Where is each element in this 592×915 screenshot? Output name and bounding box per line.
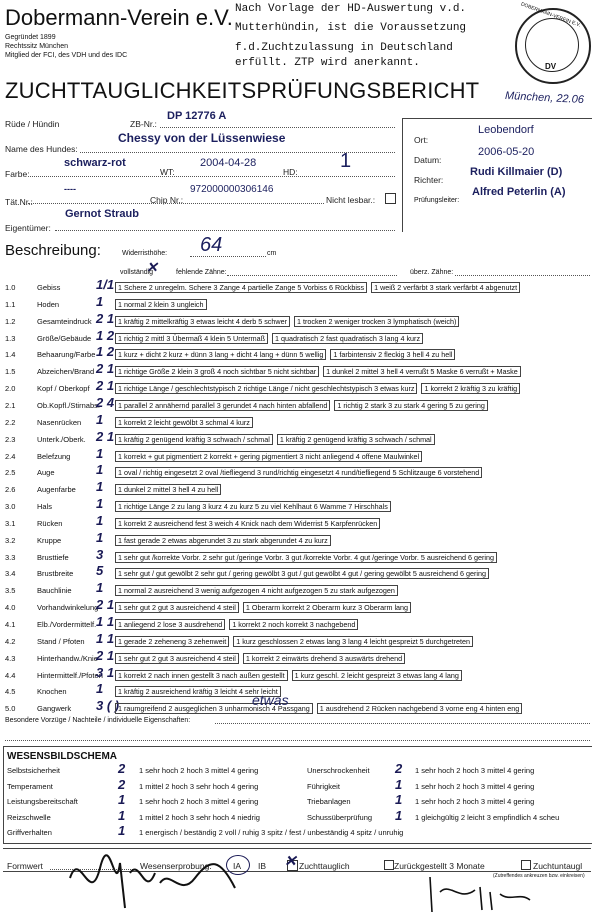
club-stamp xyxy=(515,1,591,84)
ia-option[interactable]: IA xyxy=(233,861,242,871)
trait-options: 1 sehr hoch 2 hoch 3 mittel 4 gering xyxy=(139,797,259,806)
zb-label: ZB-Nr.: xyxy=(130,119,157,129)
trait-options: 1 sehr hoch 2 hoch 3 mittel 4 gering xyxy=(139,766,259,775)
examiner-label: Prüfungsleiter: xyxy=(414,197,460,204)
row-label: Hinterhandw./Knie xyxy=(37,654,98,663)
row-label: Hintermittelf./Pfoten xyxy=(37,671,103,680)
row-options-secondary: 1 korrekt 2 noch korrekt 3 nachgebend xyxy=(229,619,358,630)
row-options-primary: 1 richtige Länge 2 zu lang 3 kurz 4 zu kurz 5 zu viel Kehlhaut 6 Wamme 7 Hirschhals xyxy=(115,501,391,512)
temperament-heading: WESENSBILDSCHEMA xyxy=(7,751,118,762)
founded: Gegründet 1899 xyxy=(5,34,56,41)
row-number: 3.4 xyxy=(5,569,16,578)
row-options-primary: 1 korrekt + gut pigmentiert 2 korrekt + gering pigmentiert 3 nicht anliegend 4 offene Maulwinkel xyxy=(115,451,422,462)
row-options-primary: 1 fast gerade 2 etwas abgerundet 3 zu stark abgerundet 4 zu kurz xyxy=(115,535,331,546)
row-mark: 1/1 xyxy=(96,277,115,292)
trait-options: 1 mittel 2 hoch 3 sehr hoch 4 niedrig xyxy=(139,812,260,822)
row-mark: 1 xyxy=(96,412,104,427)
row-mark: 5 xyxy=(96,563,104,578)
row-options-primary: 1 kurz + dicht 2 kurz + dünn 3 lang + dicht 4 lang + dünn 5 wellig xyxy=(115,349,326,360)
row-options-primary: 1 korrekt 2 nach innen gestellt 3 nach außen gestellt xyxy=(115,670,288,681)
owner-line xyxy=(55,230,395,231)
form-label: Formwert xyxy=(7,861,43,871)
row-mark: 1 2 xyxy=(96,344,115,359)
row-label: Gesamteindruck xyxy=(37,317,92,326)
suitable-label: Zuchttauglich xyxy=(299,861,350,871)
row-options-primary: 1 korrekt 2 ausreichend fest 3 weich 4 Knick nach dem Widerrist 5 Karpfenrücken xyxy=(115,518,380,529)
row-options-primary: 1 Schere 2 unregelm. Schere 3 Zange 4 partielle Zange 5 Vorbiss 6 Rückbiss xyxy=(115,282,367,293)
row-options-primary: 1 kräftig 2 ausreichend kräftig 3 leicht 4 sehr leicht xyxy=(115,686,281,697)
row-options-secondary: 1 korrekt 2 einwärts drehend 3 auswärts drehend xyxy=(243,653,405,664)
row-mark: 1 xyxy=(96,462,104,477)
trait-label: Selbstsicherheit xyxy=(7,766,60,775)
row-options-primary: 1 richtige Länge / geschlechtstypisch 2 richtige Länge / nicht geschlechtstypisch 3 etwas kurz xyxy=(115,383,417,394)
trait-options: 1 sehr hoch 2 hoch 3 mittel 4 gering xyxy=(415,797,535,806)
row-label: Abzeichen/Brand xyxy=(37,367,95,376)
row-number: 2.4 xyxy=(5,452,16,461)
trait-label: Temperament xyxy=(7,781,53,791)
tat-label: Tät.Nr.: xyxy=(5,197,33,207)
test-label: Wesenserprobung: xyxy=(140,861,212,871)
row-number: 4.5 xyxy=(5,687,16,696)
row-label: Nasenrücken xyxy=(37,418,82,427)
row-number: 2.2 xyxy=(5,418,16,427)
row-label: Größe/Gebäude xyxy=(37,334,92,343)
special-line-1 xyxy=(215,723,590,724)
row-label: Kopf / Oberkopf xyxy=(37,384,90,393)
trait-mark: 2 xyxy=(395,761,403,776)
row-options-primary: 1 raumgreifend 2 ausgeglichen 3 unharmonisch 4 Passgang xyxy=(115,703,313,714)
row-options-primary: 1 dunkel 2 mittel 3 hell 4 zu hell xyxy=(115,484,221,495)
row-number: 4.4 xyxy=(5,671,16,680)
row-label: Hals xyxy=(37,502,53,511)
row-options-primary: 1 sehr gut / gut gewölbt 2 sehr gut / gering gewölbt 3 gut / gut gewölbt 4 gut / gering gewölbt 5 ausreichend 6 gering xyxy=(115,568,489,579)
row-label: Unterk./Oberk. xyxy=(37,435,86,444)
row-options-primary: 1 anliegend 2 lose 3 ausdrehend xyxy=(115,619,225,630)
complete-label: vollständig xyxy=(120,269,154,276)
color-label: Farbe: xyxy=(5,169,30,179)
row-label: Elb./Vordermittelf. xyxy=(37,620,97,629)
row-options-secondary: 1 trocken 2 weniger trocken 3 lymphatisch (weich) xyxy=(294,316,459,327)
trait-mark: 1 xyxy=(118,823,126,838)
description-heading: Beschreibung: xyxy=(5,242,101,259)
typed-note-2: Mutterhündin, ist die Voraussetzung xyxy=(235,22,467,34)
row-mark: 2 1 xyxy=(96,429,115,444)
trait-mark: 1 xyxy=(118,792,126,807)
row-label: Brustbreite xyxy=(37,569,74,578)
row-options-primary: 1 richtig 2 mittl 3 Übermaß 4 klein 5 Untermaß xyxy=(115,333,268,344)
row-label: Gebiss xyxy=(37,283,61,292)
row-options-secondary: 1 quadratisch 2 fast quadratisch 3 lang 4 kurz xyxy=(272,333,423,344)
row-number: 1.0 xyxy=(5,283,16,292)
row-options-primary: 1 parallel 2 annähernd parallel 3 gerundet 4 nach hinten abfallend xyxy=(115,400,330,411)
gait-note: etwas xyxy=(252,692,289,708)
row-label: Hoden xyxy=(37,300,60,309)
row-mark: 2 1 xyxy=(96,311,115,326)
wt-value: 2004-04-28 xyxy=(200,157,257,169)
row-number: 2.6 xyxy=(5,485,16,494)
place-value: Leobendorf xyxy=(478,124,534,136)
row-options-primary: 1 oval / richtig eingesetzt 2 oval /tiefliegend 3 rund/richtig eingesetzt 4 rund/tiefliegend 5 Schlitzauge 6 vorstehend xyxy=(115,467,482,478)
missing-label: fehlende Zähne: xyxy=(176,269,227,276)
row-label: Belefzung xyxy=(37,452,71,461)
overbite-label: überz. Zähne: xyxy=(410,269,454,276)
row-mark: 2 1 xyxy=(96,597,115,612)
examiner-value: Alfred Peterlin (A) xyxy=(472,186,566,198)
trait-mark: 2 xyxy=(118,776,126,792)
row-mark: 3 xyxy=(96,547,104,562)
zb-line xyxy=(160,127,395,128)
special-label: Besondere Vorzüge / Nachteile / individuelle Eigenschaften: xyxy=(5,717,191,724)
trait-options: 1 sehr hoch 2 hoch 3 mittel 4 gering xyxy=(415,766,535,775)
row-number: 4.2 xyxy=(5,637,16,646)
handwritten-place-date: München, 22.06 xyxy=(504,89,585,107)
row-mark: 1 xyxy=(96,530,104,545)
deferred-checkbox[interactable] xyxy=(384,860,394,870)
row-number: 1.4 xyxy=(5,350,16,359)
trait-mark: 1 xyxy=(395,807,403,823)
stamp-sub: DV xyxy=(545,62,557,71)
row-mark: 1 xyxy=(96,513,104,528)
footer-note: (Zutreffendes ankreuzen bzw. einkreisen) xyxy=(493,873,585,879)
height-value: 64 xyxy=(200,234,223,256)
row-mark: 2 1 xyxy=(96,378,115,393)
date-label: Datum: xyxy=(414,155,442,165)
deferred-label: Zurückgestellt 3 Monate xyxy=(394,861,485,871)
overbite-line xyxy=(455,275,590,276)
row-label: Rücken xyxy=(37,519,63,528)
row-number: 3.3 xyxy=(5,553,16,562)
row-options-primary: 1 kräftig 2 mittelkräftig 3 etwas leicht 4 derb 5 schwer xyxy=(115,316,290,327)
signature-left xyxy=(60,838,250,915)
hd-label: HD: xyxy=(283,167,298,177)
row-mark: 1 2 xyxy=(96,328,115,343)
row-mark: 1 xyxy=(96,496,104,511)
row-label: Vorhandwinkelung xyxy=(37,603,99,612)
row-options-primary: 1 richtige Größe 2 klein 3 groß 4 noch sichtbar 5 nicht sichtbar xyxy=(115,366,319,377)
owner-label: Eigentümer: xyxy=(5,223,51,233)
row-options-secondary: 1 ausdrehend 2 Rücken nachgebend 3 vorne eng 4 hinten eng xyxy=(317,703,522,714)
unsuitable-checkbox[interactable] xyxy=(521,860,531,870)
trait-label: Reizschwelle xyxy=(7,812,51,822)
typed-note-1: Nach Vorlage der HD-Auswertung v.d. xyxy=(235,3,467,15)
row-options-primary: 1 sehr gut /korrekte Vorbr. 2 sehr gut /geringe Vorbr. 3 gut /korrekte Vorbr. 4 gut /geringe Vorbr. 5 ausreichend 6 gering xyxy=(115,552,497,563)
row-number: 1.2 xyxy=(5,317,16,326)
row-number: 3.0 xyxy=(5,502,16,511)
row-label: Kruppe xyxy=(37,536,62,545)
trait-label: Triebanlagen xyxy=(307,797,351,806)
sex-label: Rüde / Hündin xyxy=(5,119,60,129)
row-options-secondary: 1 richtig 2 stark 3 zu stark 4 gering 5 zu gering xyxy=(334,400,487,411)
trait-label: Unerschrockenheit xyxy=(307,766,370,775)
membership: Mitglied der FCI, des VDH und des IDC xyxy=(5,52,128,59)
trait-options: 1 energisch / beständig 2 voll / ruhig 3 spitz / fest / unbeständig 4 spitz / unruhig xyxy=(139,828,404,837)
row-number: 2.3 xyxy=(5,435,16,444)
row-options-primary: 1 korrekt 2 leicht gewölbt 3 schmal 4 kurz xyxy=(115,417,253,428)
color-value: schwarz-rot xyxy=(64,157,126,169)
suitable-cross: ✕ xyxy=(284,853,297,870)
club-name: Dobermann-Verein e.V. xyxy=(5,5,233,30)
row-options-secondary: 1 farbintensiv 2 fleckig 3 hell 4 zu hell xyxy=(330,349,455,360)
trait-label: Schussüberprüfung xyxy=(307,812,373,822)
row-options-secondary: 1 weiß 2 verfärbt 3 stark verfärbt 4 abgenutzt xyxy=(371,282,520,293)
row-label: Gangwerk xyxy=(37,704,72,713)
row-mark: 2 1 xyxy=(96,361,115,376)
height-line xyxy=(190,256,266,257)
row-label: Bauchlinie xyxy=(37,586,72,595)
row-mark: 1 1 xyxy=(96,631,115,646)
zb-value: DP 12776 A xyxy=(167,110,227,122)
trait-label: Führigkeit xyxy=(307,781,340,791)
trait-mark: 2 xyxy=(118,761,126,776)
trait-label: Griffverhalten xyxy=(7,828,52,837)
dog-name: Chessy von der Lüssenwiese xyxy=(118,131,286,145)
row-mark: 3 1 xyxy=(96,665,115,680)
name-label: Name des Hundes: xyxy=(5,144,78,154)
row-options-primary: 1 sehr gut 2 gut 3 ausreichend 4 steil xyxy=(115,653,239,664)
row-options-secondary: 1 kurz geschl. 2 leicht gespreizt 3 etwas lang 4 lang xyxy=(292,670,462,681)
judge-label: Richter: xyxy=(414,175,444,185)
row-mark: 1 xyxy=(96,479,104,494)
row-number: 1.1 xyxy=(5,300,16,309)
trait-mark: 1 xyxy=(118,807,126,823)
row-label: Brusttiefe xyxy=(37,553,69,562)
row-options-primary: 1 sehr gut 2 gut 3 ausreichend 4 steil xyxy=(115,602,239,613)
row-number: 5.0 xyxy=(5,704,16,713)
chip-value: 972000000306146 xyxy=(190,184,274,195)
row-options-primary: 1 normal 2 klein 3 ungleich xyxy=(115,299,207,310)
height-label: Widerristhöhe: xyxy=(122,250,168,257)
trait-mark: 1 xyxy=(395,792,403,807)
trait-options: 1 gleichgültig 2 leicht 3 empfindlich 4 scheu xyxy=(415,812,560,822)
complete-cross: ✕ xyxy=(146,259,158,275)
trait-label: Leistungsbereitschaft xyxy=(7,797,78,806)
row-mark: 1 xyxy=(96,294,104,309)
tat-line xyxy=(28,203,324,204)
row-number: 4.0 xyxy=(5,603,16,612)
typed-note-4: erfüllt. ZTP wird anerkannt. xyxy=(235,57,420,69)
trait-mark: 1 xyxy=(395,776,403,792)
row-mark: 2 1 xyxy=(96,648,115,663)
row-mark: 1 xyxy=(96,446,104,461)
row-number: 1.3 xyxy=(5,334,16,343)
unreadable-checkbox[interactable] xyxy=(385,193,396,204)
unsuitable-label: Zuchtuntaugl xyxy=(533,861,583,871)
seat: Rechtssitz München xyxy=(5,43,69,50)
hd-value: 1 xyxy=(340,150,352,172)
row-options-primary: 1 gerade 2 zeheneng 3 zehenweit xyxy=(115,636,229,647)
trait-options: 1 sehr hoch 2 hoch 3 mittel 4 gering xyxy=(415,781,535,791)
row-number: 1.5 xyxy=(5,367,16,376)
row-mark: 2 4 xyxy=(96,395,115,410)
ib-option[interactable]: IB xyxy=(258,861,267,871)
row-options-secondary: 1 kräftig 2 genügend kräftig 3 schwach / schmal xyxy=(277,434,435,445)
missing-line xyxy=(227,275,397,276)
row-label: Ob.Kopfl./Stirnabs. xyxy=(37,401,100,410)
unreadable-label: Nicht lesbar.: xyxy=(326,195,376,205)
row-label: Auge xyxy=(37,468,55,477)
row-label: Stand / Pfoten xyxy=(37,637,85,646)
row-number: 4.3 xyxy=(5,654,16,663)
height-unit: cm xyxy=(267,250,277,257)
row-options-primary: 1 normal 2 ausreichend 3 wenig aufgezogen 4 nicht aufgezogen 5 zu stark aufgezogen xyxy=(115,585,398,596)
row-options-secondary: 1 dunkel 2 mittel 3 hell 4 verrußt 5 Maske 6 verrußt + Maske xyxy=(323,366,521,377)
row-label: Behaarung/Farbe xyxy=(37,350,96,359)
row-number: 3.5 xyxy=(5,586,16,595)
special-line-2 xyxy=(5,740,590,741)
row-options-secondary: 1 korrekt 2 kräftig 3 zu kräftig xyxy=(421,383,520,394)
owner-value: Gernot Straub xyxy=(65,208,139,220)
stamp-text: DOBERMANN-VEREIN E.V. xyxy=(519,1,582,29)
trait-options: 1 mittel 2 hoch 3 sehr hoch 4 gering xyxy=(139,781,259,791)
date-value: 2006-05-20 xyxy=(478,146,535,158)
row-label: Augenfarbe xyxy=(37,485,76,494)
color-line xyxy=(30,176,395,177)
typed-note-3: f.d.Zuchtzulassung in Deutschland xyxy=(235,42,453,54)
row-number: 2.1 xyxy=(5,401,16,410)
row-number: 2.5 xyxy=(5,468,16,477)
chip-label: Chip Nr.: xyxy=(150,195,184,205)
row-options-secondary: 1 kurz geschlossen 2 etwas lang 3 lang 4 leicht gespreizt 5 durchgetreten xyxy=(233,636,473,647)
wt-label: WT: xyxy=(160,167,175,177)
row-mark: 3 ( ) xyxy=(96,698,120,713)
judge-value: Rudi Killmaier (D) xyxy=(470,166,563,178)
row-mark: 1 xyxy=(96,580,104,595)
row-label: Knochen xyxy=(37,687,67,696)
row-options-secondary: 1 Oberarm korrekt 2 Oberarm kurz 3 Oberarm lang xyxy=(243,602,411,613)
row-mark: 1 1 xyxy=(96,614,115,629)
signature-right xyxy=(420,872,540,915)
row-number: 2.0 xyxy=(5,384,16,393)
row-options-primary: 1 kräftig 2 genügend kräftig 3 schwach / schmal xyxy=(115,434,273,445)
row-number: 3.1 xyxy=(5,519,16,528)
row-mark: 1 xyxy=(96,681,104,696)
page-title: ZUCHTTAUGLICHKEITSPRÜFUNGSBERICHT xyxy=(5,78,480,103)
place-label: Ort: xyxy=(414,135,429,145)
row-number: 4.1 xyxy=(5,620,16,629)
row-number: 3.2 xyxy=(5,536,16,545)
tat-value: ---- xyxy=(64,184,76,194)
